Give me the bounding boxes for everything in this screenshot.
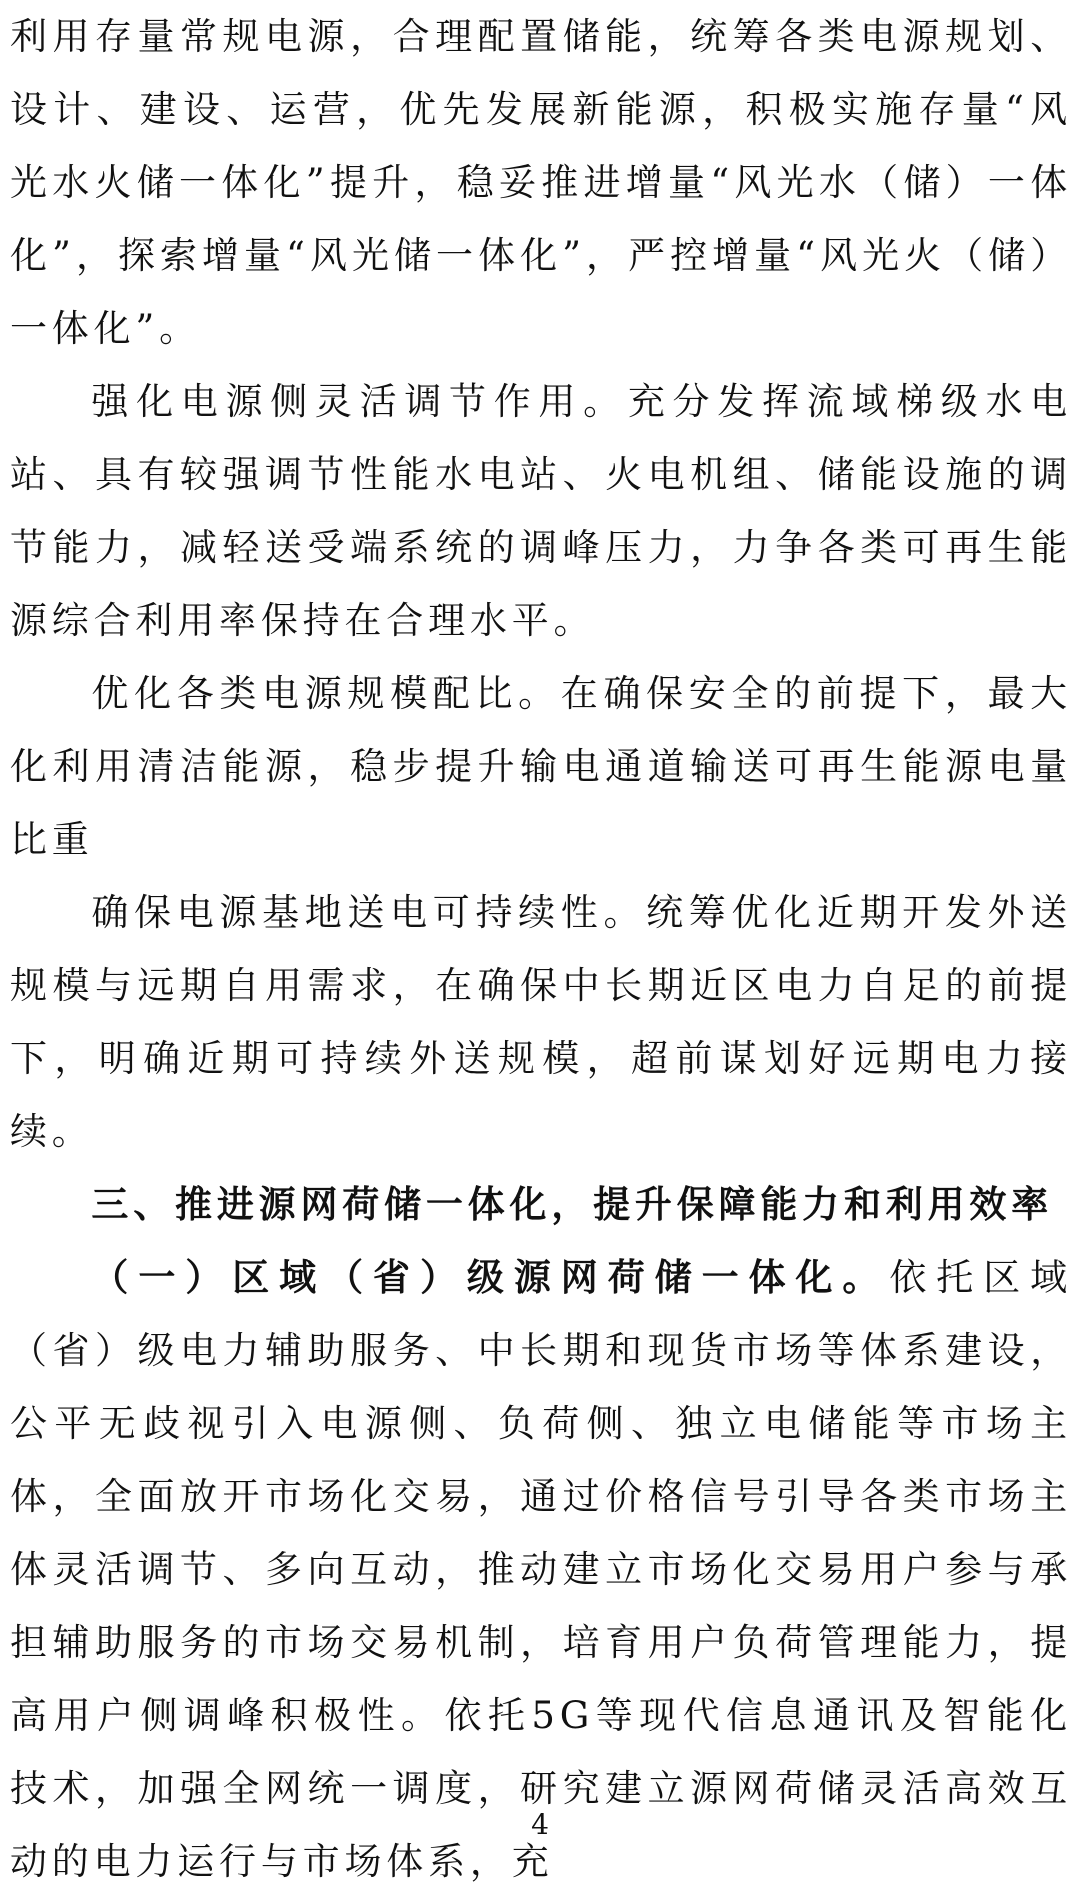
paragraph-text: 确保电源基地送电可持续性。统筹优化近期开发外送规模与远期自用需求，在确保中长期近区电力自足的前提下，明确近期可持续外送规模，超前谋划好远期电力接续。 xyxy=(10,891,1072,1153)
section-heading-text: 三、推进源网荷储一体化，提升保障能力和利用效率 xyxy=(91,1183,1054,1226)
paragraph-flexible-regulation xyxy=(10,365,1072,657)
page-number: 4 xyxy=(531,1808,549,1841)
paragraph-text: 利用存量常规电源，合理配置储能，统筹各类电源规划、设计、建设、运营，优先发展新能源，积极实施存量“风光水火储一体化”提升，稳妥推进增量“风光水（储）一体化”，探索增量“风光储一体化”，严控增量“风光火（储）一体化”。 xyxy=(10,15,1072,350)
paragraph-regional-integration xyxy=(10,1241,1072,1898)
paragraph-power-mix xyxy=(10,657,1072,876)
section-heading-three xyxy=(10,1168,1072,1241)
paragraph-text: 优化各类电源规模配比。在确保安全的前提下，最大化利用清洁能源，稳步提升输电通道输送可再生能源电量比重 xyxy=(10,672,1072,861)
paragraph-text: 强化电源侧灵活调节作用。充分发挥流域梯级水电站、具有较强调节性能水电站、火电机组、储能设施的调节能力，减轻送受端系统的调峰压力，力争各类可再生能源综合利用率保持在合理水平。 xyxy=(10,380,1072,642)
paragraph-sustainable-transmission xyxy=(10,876,1072,1168)
paragraph-text: 依托区域（省）级电力辅助服务、中长期和现货市场等体系建设，公平无歧视引入电源侧、负荷侧、独立电储能等市场主体，全面放开市场化交易，通过价格信号引导各类市场主体灵活调节、多向互动，推动建立市场化交易用户参与承担辅助服务的市场交易机制，培育用户负荷管理能力，提高用户侧调峰积极性。依托5G等现代信息通讯及智能化技术，加强全网统一调度，研究建立源网荷储灵活高效互动的电力运行与市场体系，充 xyxy=(10,1256,1072,1883)
paragraph-storage-integration xyxy=(10,0,1072,365)
subsection-lead: （一）区域（省）级源网荷储一体化。 xyxy=(91,1256,890,1299)
document-body xyxy=(10,0,1072,1898)
